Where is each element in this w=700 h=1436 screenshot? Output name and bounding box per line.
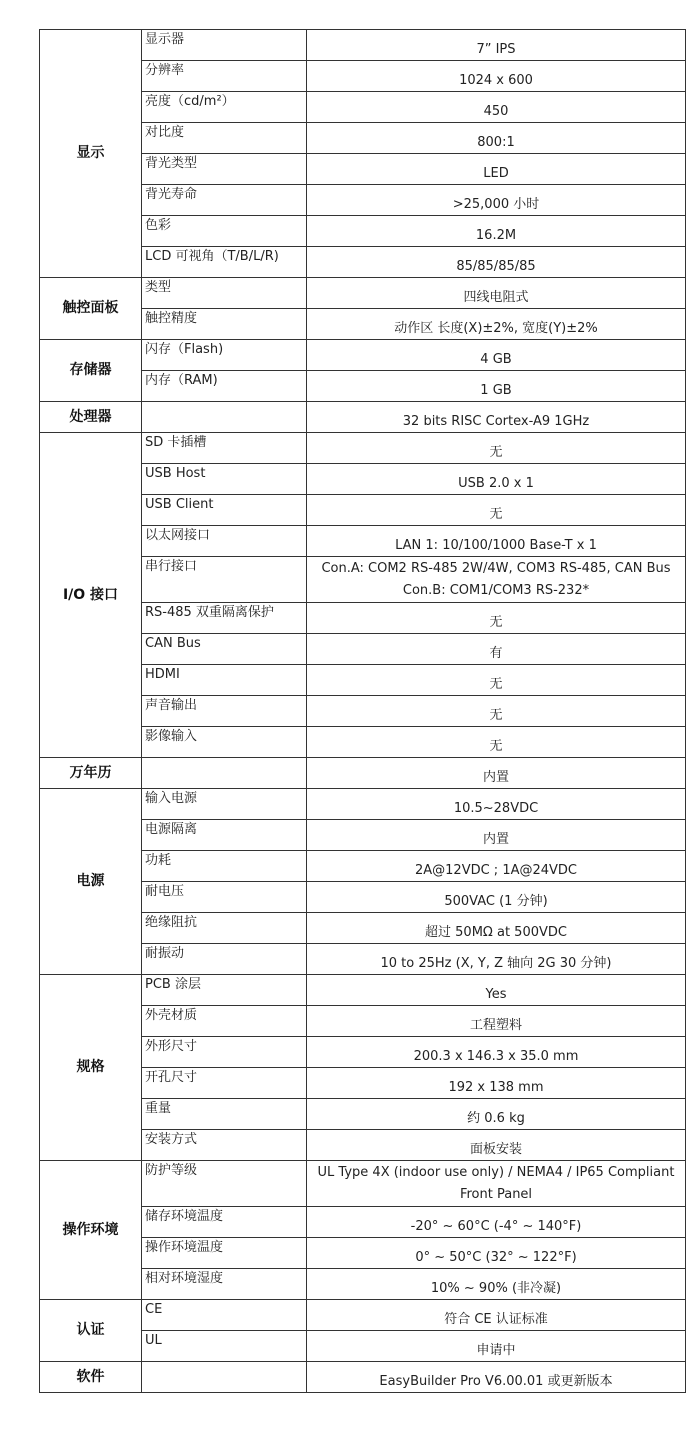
spec-value: 10 to 25Hz (X, Y, Z 轴向 2G 30 分钟) [307,944,686,975]
spec-label: 以太网接口 [142,526,307,557]
spec-value: 有 [307,634,686,665]
spec-value: 面板安装 [307,1130,686,1161]
spec-table-body [40,30,686,1393]
spec-value: 10% ~ 90% (非冷凝) [307,1269,686,1300]
spec-value: LED [307,154,686,185]
spec-value: Yes [307,975,686,1006]
spec-value: USB 2.0 x 1 [307,464,686,495]
spec-label: 外形尺寸 [142,1037,307,1068]
spec-label: 背光寿命 [142,185,307,216]
spec-label: 外壳材质 [142,1006,307,1037]
spec-row [40,278,686,309]
spec-value: 符合 CE 认证标准 [307,1300,686,1331]
spec-label: RS-485 双重隔离保护 [142,603,307,634]
spec-label: 声音输出 [142,696,307,727]
section-label: I/O 接口 [40,433,142,758]
spec-label: 相对环境湿度 [142,1269,307,1300]
spec-label: 显示器 [142,30,307,61]
spec-label: 耐振动 [142,944,307,975]
spec-value-multiline [307,1161,686,1207]
spec-label: LCD 可视角（T/B/L/R) [142,247,307,278]
spec-label: UL [142,1331,307,1362]
spec-label: 背光类型 [142,154,307,185]
spec-label: 分辨率 [142,61,307,92]
spec-label: 影像输入 [142,727,307,758]
section-label: 规格 [40,975,142,1161]
spec-label: CAN Bus [142,634,307,665]
spec-value-line: UL Type 4X (indoor use only) / NEMA4 / IP65 Compliant [317,1164,675,1180]
spec-label: 类型 [142,278,307,309]
spec-value-line: Front Panel [459,1186,533,1202]
spec-value: 内置 [307,758,686,789]
spec-value: 内置 [307,820,686,851]
spec-value: 16.2M [307,216,686,247]
spec-label: 绝缘阻抗 [142,913,307,944]
section-label: 电源 [40,789,142,975]
spec-value: 四线电阻式 [307,278,686,309]
section-label: 显示 [40,30,142,278]
section-label: 软件 [40,1362,142,1393]
spec-label: CE [142,1300,307,1331]
spec-value: 无 [307,696,686,727]
spec-label: 操作环境温度 [142,1238,307,1269]
spec-value: 动作区 长度(X)±2%, 宽度(Y)±2% [307,309,686,340]
spec-value: 申请中 [307,1331,686,1362]
spec-value: 1 GB [307,371,686,402]
spec-row [40,1161,686,1207]
spec-row [40,402,686,433]
spec-label: 串行接口 [142,557,307,603]
spec-value: 32 bits RISC Cortex-A9 1GHz [307,402,686,433]
spec-label [142,1362,307,1393]
spec-label: 亮度（cd/m²） [142,92,307,123]
spec-value: 无 [307,603,686,634]
spec-value: 无 [307,727,686,758]
section-label: 触控面板 [40,278,142,340]
spec-label: 色彩 [142,216,307,247]
spec-label: 防护等级 [142,1161,307,1207]
section-label: 万年历 [40,758,142,789]
spec-label [142,758,307,789]
spec-value-line: Con.A: COM2 RS-485 2W/4W, COM3 RS-485, CAN Bus [321,560,671,576]
spec-label [142,402,307,433]
spec-value: 1024 x 600 [307,61,686,92]
spec-row [40,975,686,1006]
spec-row [40,433,686,464]
spec-label: 储存环境温度 [142,1207,307,1238]
spec-label: 闪存（Flash) [142,340,307,371]
spec-value-multiline [307,557,686,603]
spec-table [39,29,686,1393]
spec-row [40,30,686,61]
spec-value: 4 GB [307,340,686,371]
section-label: 存储器 [40,340,142,402]
section-label: 操作环境 [40,1161,142,1300]
spec-row [40,1362,686,1393]
spec-value-line: Con.B: COM1/COM3 RS-232* [402,582,590,598]
spec-label: 触控精度 [142,309,307,340]
spec-label: USB Client [142,495,307,526]
spec-value: 800:1 [307,123,686,154]
spec-label: 输入电源 [142,789,307,820]
spec-value: 85/85/85/85 [307,247,686,278]
spec-row [40,758,686,789]
spec-value: 2A@12VDC ; 1A@24VDC [307,851,686,882]
spec-label: PCB 涂层 [142,975,307,1006]
section-label: 处理器 [40,402,142,433]
spec-label: 对比度 [142,123,307,154]
spec-label: 开孔尺寸 [142,1068,307,1099]
spec-label: 重量 [142,1099,307,1130]
spec-label: 耐电压 [142,882,307,913]
spec-label: 安装方式 [142,1130,307,1161]
spec-row [40,340,686,371]
spec-value: 500VAC (1 分钟) [307,882,686,913]
spec-label: SD 卡插槽 [142,433,307,464]
spec-label: HDMI [142,665,307,696]
spec-value: 超过 50MΩ at 500VDC [307,913,686,944]
spec-value: 200.3 x 146.3 x 35.0 mm [307,1037,686,1068]
spec-value: 约 0.6 kg [307,1099,686,1130]
spec-value: EasyBuilder Pro V6.00.01 或更新版本 [307,1362,686,1393]
spec-value: -20° ~ 60°C (-4° ~ 140°F) [307,1207,686,1238]
spec-value: 450 [307,92,686,123]
spec-row [40,1300,686,1331]
spec-value: 无 [307,433,686,464]
spec-row [40,789,686,820]
spec-value: 192 x 138 mm [307,1068,686,1099]
spec-label: USB Host [142,464,307,495]
spec-value: 工程塑料 [307,1006,686,1037]
spec-value: >25,000 小时 [307,185,686,216]
spec-label: 功耗 [142,851,307,882]
spec-value: 10.5~28VDC [307,789,686,820]
spec-label: 电源隔离 [142,820,307,851]
section-label: 认证 [40,1300,142,1362]
spec-value: LAN 1: 10/100/1000 Base-T x 1 [307,526,686,557]
spec-value: 无 [307,495,686,526]
spec-value: 7” IPS [307,30,686,61]
spec-value: 0° ~ 50°C (32° ~ 122°F) [307,1238,686,1269]
spec-label: 内存（RAM) [142,371,307,402]
spec-value: 无 [307,665,686,696]
